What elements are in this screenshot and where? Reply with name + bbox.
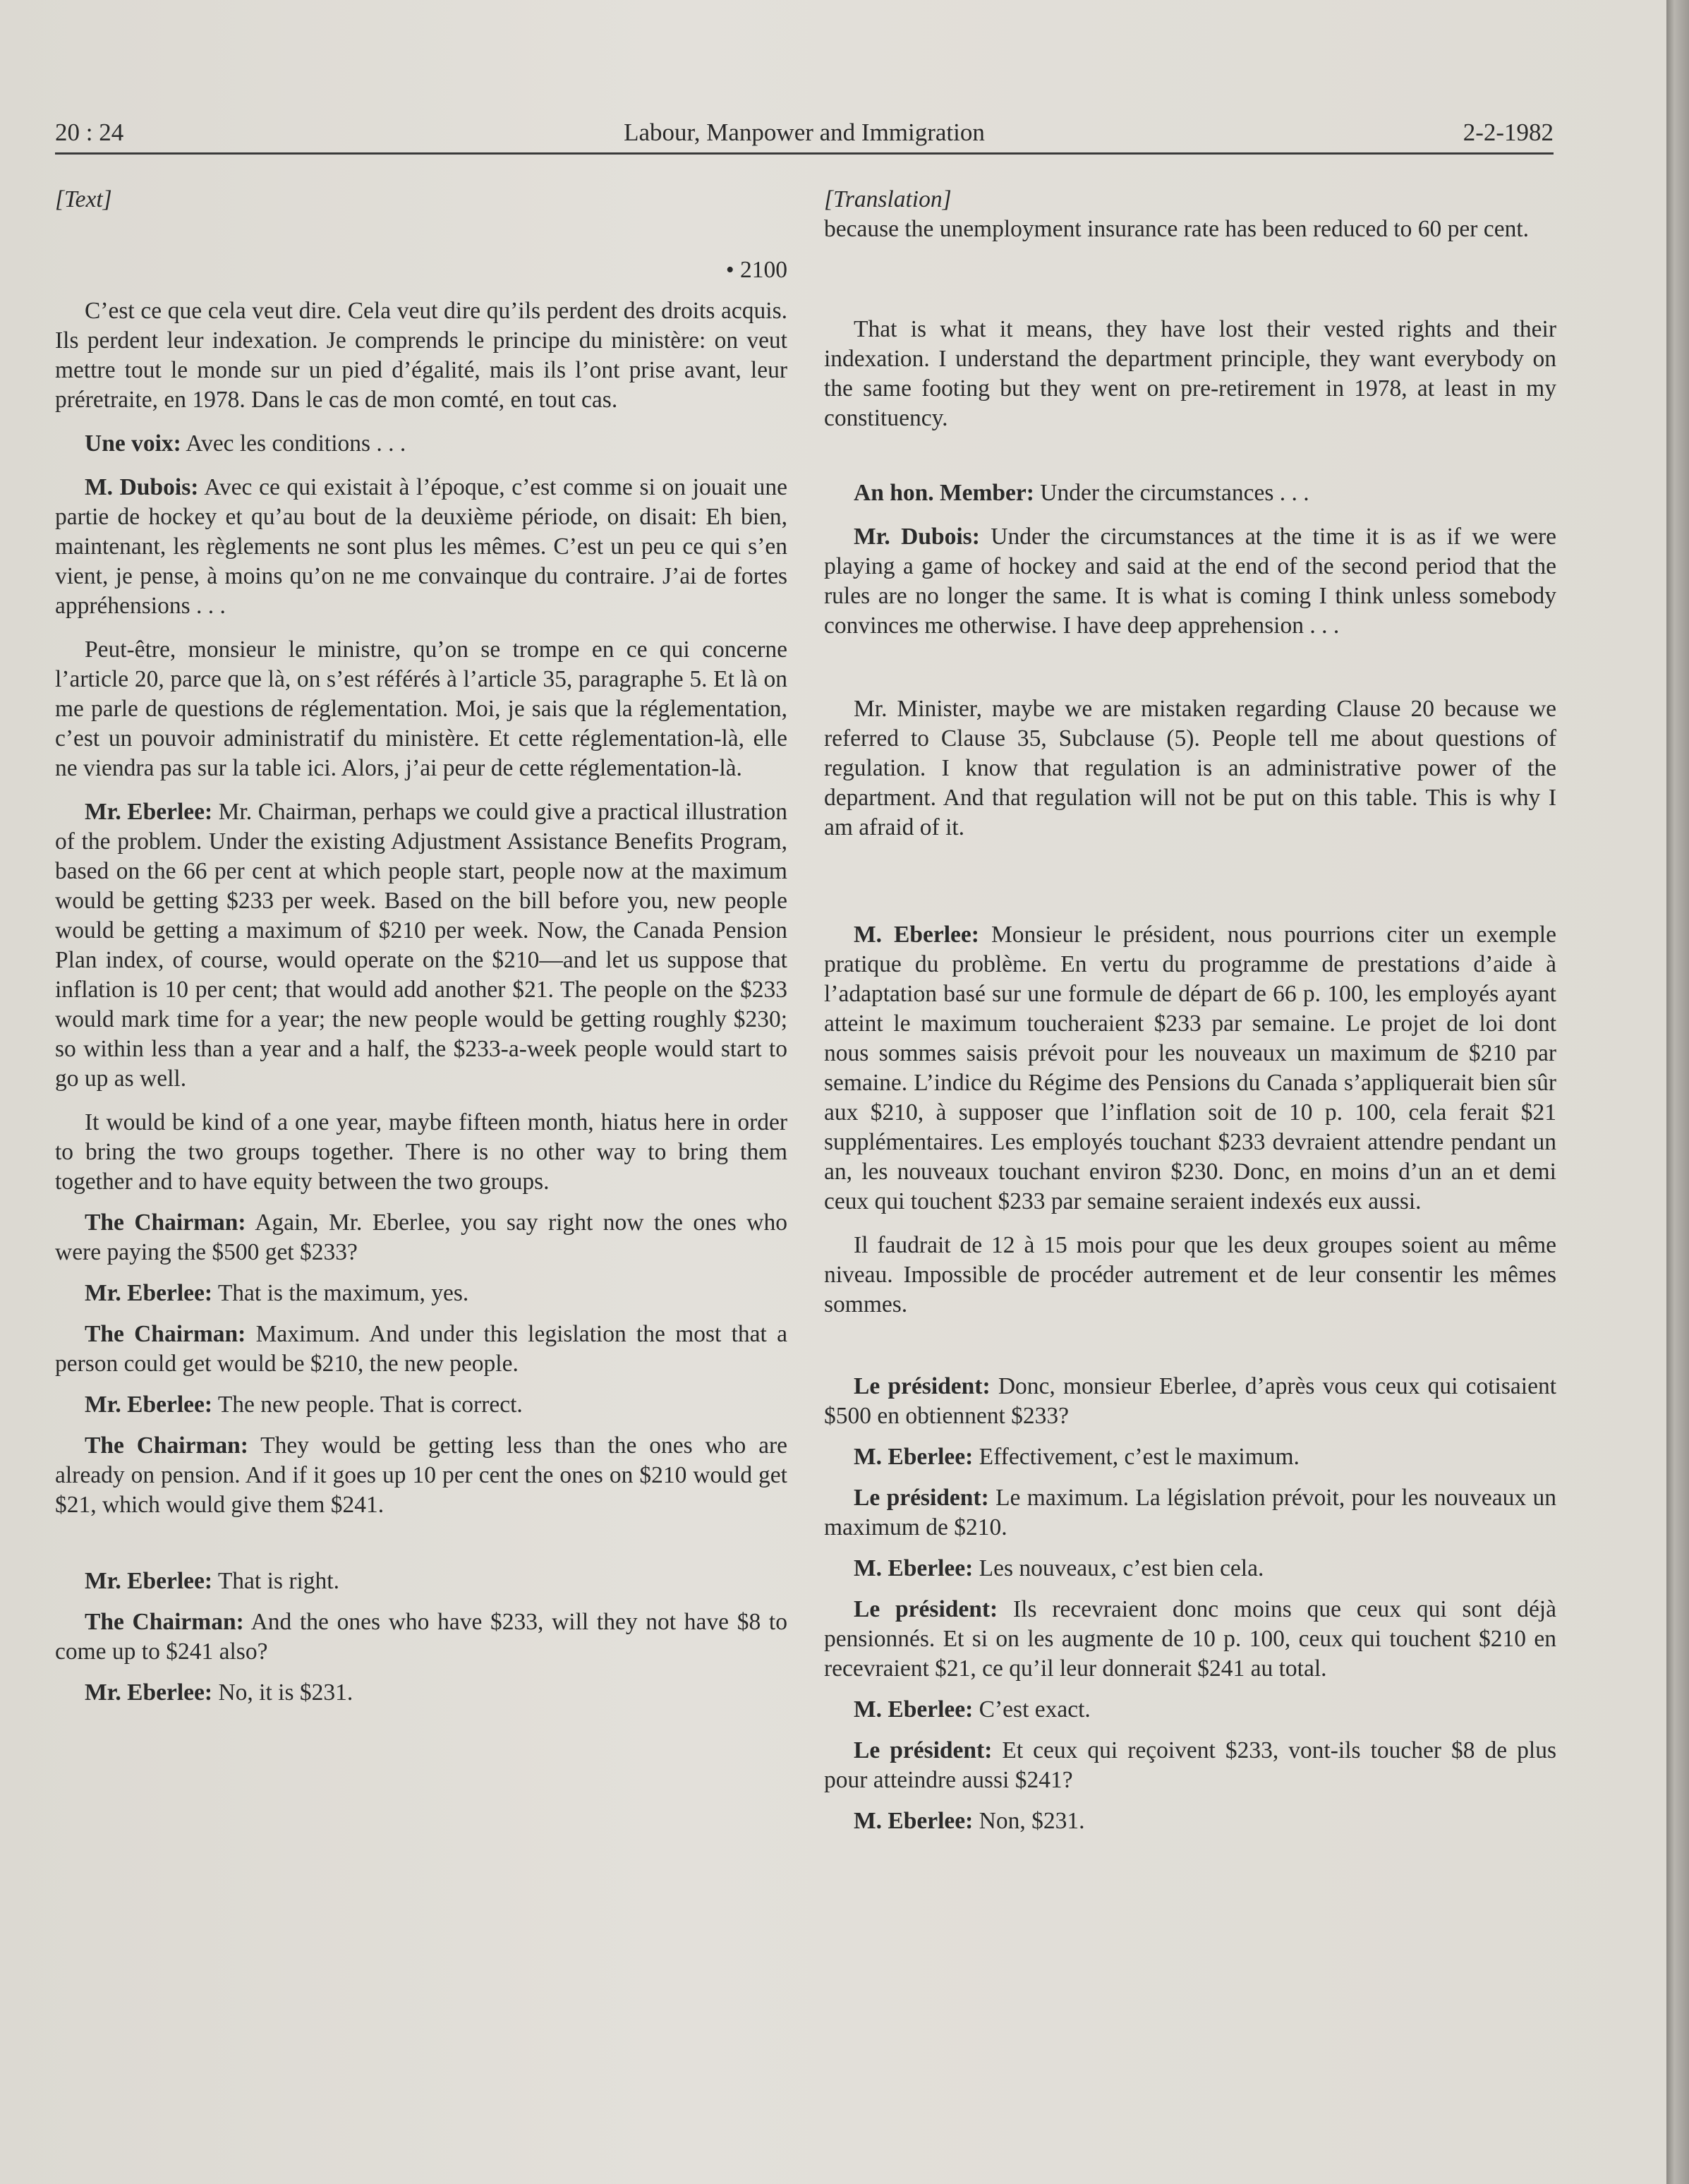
speaker-name: M. Eberlee: (854, 922, 979, 948)
speaker-name: M. Eberlee: (854, 1444, 974, 1470)
column-tag-text: Text (64, 186, 103, 212)
speech-text: Under the circumstances at the time it is as if we were playing a game of hockey and said at the end of the second period that the rules are no longer the same. It is what is coming I think unless somebody convinces me otherwise. I have deep apprehension . . . (824, 524, 1557, 639)
speaker-name: Mr. Dubois: (854, 524, 980, 550)
paragraph: C’est ce que cela veut dire. Cela veut dire qu’ils perdent des droits acquis. Ils perdent leur indexation. Je comprends le principe du ministère: on veut mettre tout le monde sur un pied d’égalité, mais ils l’ont prise avant, leur préretraite, en 1978. Dans le cas de mon comté, en tout cas. (55, 298, 787, 413)
right-column (824, 185, 1556, 1836)
speaker-name: The Chairman: (85, 1609, 244, 1635)
speaker-name: Mr. Eberlee: (85, 1392, 213, 1418)
speaker-name: M. Dubois: (85, 474, 199, 500)
speaker-name: Mr. Eberlee: (85, 1280, 213, 1306)
paragraph (824, 1372, 1556, 1431)
column-tag-text: Translation (833, 186, 943, 212)
speech-text: Les nouveaux, c’est bien cela. (973, 1555, 1264, 1581)
speech-text: Again, Mr. Eberlee, you say right now the ones who were paying the $500 get $233? (55, 1209, 787, 1265)
speaker-name: Mr. Eberlee: (85, 799, 213, 825)
speaker-name: Mr. Eberlee: (85, 1679, 213, 1706)
paragraph: because the unemployment insurance rate has been reduced to 60 per cent. (824, 216, 1529, 242)
speech-text: Avec les conditions . . . (181, 430, 406, 457)
paragraph (824, 1595, 1556, 1684)
speaker-name: The Chairman: (85, 1321, 246, 1347)
speaker-name: M. Eberlee: (854, 1808, 974, 1834)
page-edge-shadow (1666, 0, 1689, 2184)
speaker-name: Mr. Eberlee: (85, 1568, 213, 1594)
paragraph (55, 1431, 787, 1520)
left-column (55, 185, 787, 1708)
speaker-name: M. Eberlee: (854, 1696, 974, 1723)
paragraph: Peut-être, monsieur le ministre, qu’on se trompe en ce qui concerne l’article 20, parce que là, on s’est référés à l’article 35, paragraphe 5. Et là on me parle de questions de réglementation. Moi, je sais que la réglementation, c’est un pouvoir administratif du ministère. Et cette réglementation-là, elle ne viendra pas sur la table ici. Alors, j’ai peur de cette réglementation-là. (55, 637, 787, 781)
speech-text: Ils recevraient donc moins que ceux qui sont déjà pensionnés. Et si on les augmente de 10 p. 100, ceux qui touchent $210 en recevraient $21, ce qu’il leur donnerait $241 au total. (824, 1596, 1556, 1682)
paragraph (824, 478, 1556, 508)
paragraph: Il faudrait de 12 à 15 mois pour que les deux groupes soient au même niveau. Impossible de procéder autrement et de leur consentir les mêmes sommes. (824, 1232, 1556, 1317)
speech-text: C’est exact. (973, 1696, 1091, 1723)
speech-text: And the ones who have $233, will they not have $8 to come up to $241 also? (55, 1609, 787, 1665)
page-number: 20 : 24 (55, 119, 124, 146)
paragraph (55, 429, 787, 459)
speech-text: Effectivement, c’est le maximum. (973, 1444, 1300, 1470)
paragraph (55, 1390, 787, 1420)
speech-text: They would be getting less than the ones who are already on pension. And if it goes up 10 per cent the ones on $210 would get $21, which would give them $241. (55, 1432, 787, 1518)
speech-text: Avec ce qui existait à l’époque, c’est comme si on jouait une partie de hockey et qu’au bout de la deuxième période, on disait: Eh bien, maintenant, les règlements ne sont plus les mêmes. C’est un peu ce qui s’en vient, je pense, à moins qu’on ne me convainque du contraire. J’ai de fortes appréhensions . . . (55, 474, 788, 619)
speech-text: Mr. Chairman, perhaps we could give a practical illustration of the problem. Under the existing Adjustment Assistance Benefits Program, based on the 66 per cent at which people start, people now at the maximum would be getting $233 per week. Based on the bill before you, new people would be getting a maximum of $210 per week. Now, the Canada Pension Plan index, of course, would operate on the $210—and let us suppose that inflation is 10 per cent; that would add another $21. The people on the $233 would mark time for a year; the new people would be getting roughly $230; so within less than a year and a half, the $233-a-week people would start to go up as well. (55, 799, 787, 1092)
speech-text: Non, $231. (973, 1808, 1085, 1834)
speech-text: That is the maximum, yes. (212, 1280, 469, 1306)
speech-text: Et ceux qui reçoivent $233, vont-ils toucher $8 de plus pour atteindre aussi $241? (824, 1737, 1556, 1793)
paragraph (55, 797, 787, 1094)
speech-text: Le maximum. La législation prévoit, pour les nouveaux un maximum de $210. (824, 1485, 1556, 1540)
paragraph (55, 1607, 787, 1667)
speaker-name: The Chairman: (85, 1209, 246, 1236)
speech-text: No, it is $231. (212, 1679, 353, 1706)
speech-text: Under the circumstances . . . (1034, 480, 1309, 506)
column-tag: [Translation] (824, 186, 952, 212)
paragraph (824, 1554, 1556, 1583)
speech-text: The new people. That is correct. (212, 1392, 523, 1418)
page-header (55, 119, 1554, 155)
running-title: Labour, Manpower and Immigration (624, 119, 985, 146)
speaker-name: The Chairman: (85, 1432, 248, 1459)
speaker-name: An hon. Member: (854, 480, 1034, 506)
paragraph: Mr. Minister, maybe we are mistaken regarding Clause 20 because we referred to Clause 35, Subclause (5). People tell me about questions of regulation. I know that regulation is an administrative power of the department. And that regulation will not be put on this table. This is why I am afraid of it. (824, 696, 1556, 840)
paragraph (824, 1736, 1556, 1795)
page-date: 2-2-1982 (1463, 119, 1554, 146)
speaker-name: Une voix: (85, 430, 181, 457)
speaker-name: Le président: (854, 1373, 991, 1399)
paragraph (55, 1208, 787, 1267)
speech-text: Donc, monsieur Eberlee, d’après vous ceux qui cotisaient $500 en obtiennent $233? (824, 1373, 1557, 1429)
speech-text: Maximum. And under this legislation the most that a person could get would be $210, the new people. (55, 1321, 787, 1377)
paragraph (824, 1483, 1556, 1543)
paragraph (824, 1806, 1556, 1836)
speaker-name: Le président: (854, 1596, 998, 1622)
paragraph (824, 1695, 1556, 1725)
paragraph (824, 522, 1556, 641)
paragraph (55, 1279, 787, 1308)
speech-text: Monsieur le président, nous pourrions citer un exemple pratique du problème. En vertu du programme de prestations d’aide à l’adaptation basé sur une formule de départ de 66 p. 100, les employés ayant atteint le maximum toucheraient $233 par semaine. Le projet de loi dont nous sommes saisis prévoit pour les nouveaux un maximum de $210 par semaine. L’indice du Régime des Pensions du Canada s’appliquerait bien sûr aux $210, à supposer que l’inflation soit de 10 p. 100, cela ferait $21 supplémentaires. Les employés touchant $233 devraient attendre pendant un an, les nouveaux touchant environ $230. Donc, en moins d’un an et demi ceux qui touchent $233 par semaine seraient indexés eux aussi. (824, 922, 1556, 1214)
paragraph (55, 473, 787, 621)
speaker-name: Le président: (854, 1485, 989, 1511)
paragraph (55, 1567, 787, 1596)
paragraph (824, 1442, 1556, 1472)
paragraph (824, 920, 1556, 1217)
time-marker: • 2100 (725, 257, 787, 283)
speaker-name: Le président: (854, 1737, 993, 1763)
speaker-name: M. Eberlee: (854, 1555, 974, 1581)
paragraph (55, 1320, 787, 1379)
paragraph: That is what it means, they have lost their vested rights and their indexation. I understand the department principle, they want everybody on the same footing but they went on pre-retirement in 1978, at least in my constituency. (824, 316, 1556, 431)
paragraph: It would be kind of a one year, maybe fifteen month, hiatus here in order to bring the two groups together. There is no other way to bring them together and to have equity between the two groups. (55, 1109, 787, 1195)
paragraph (55, 1678, 787, 1708)
column-tag: [Text] (55, 186, 112, 212)
speech-text: That is right. (212, 1568, 339, 1594)
